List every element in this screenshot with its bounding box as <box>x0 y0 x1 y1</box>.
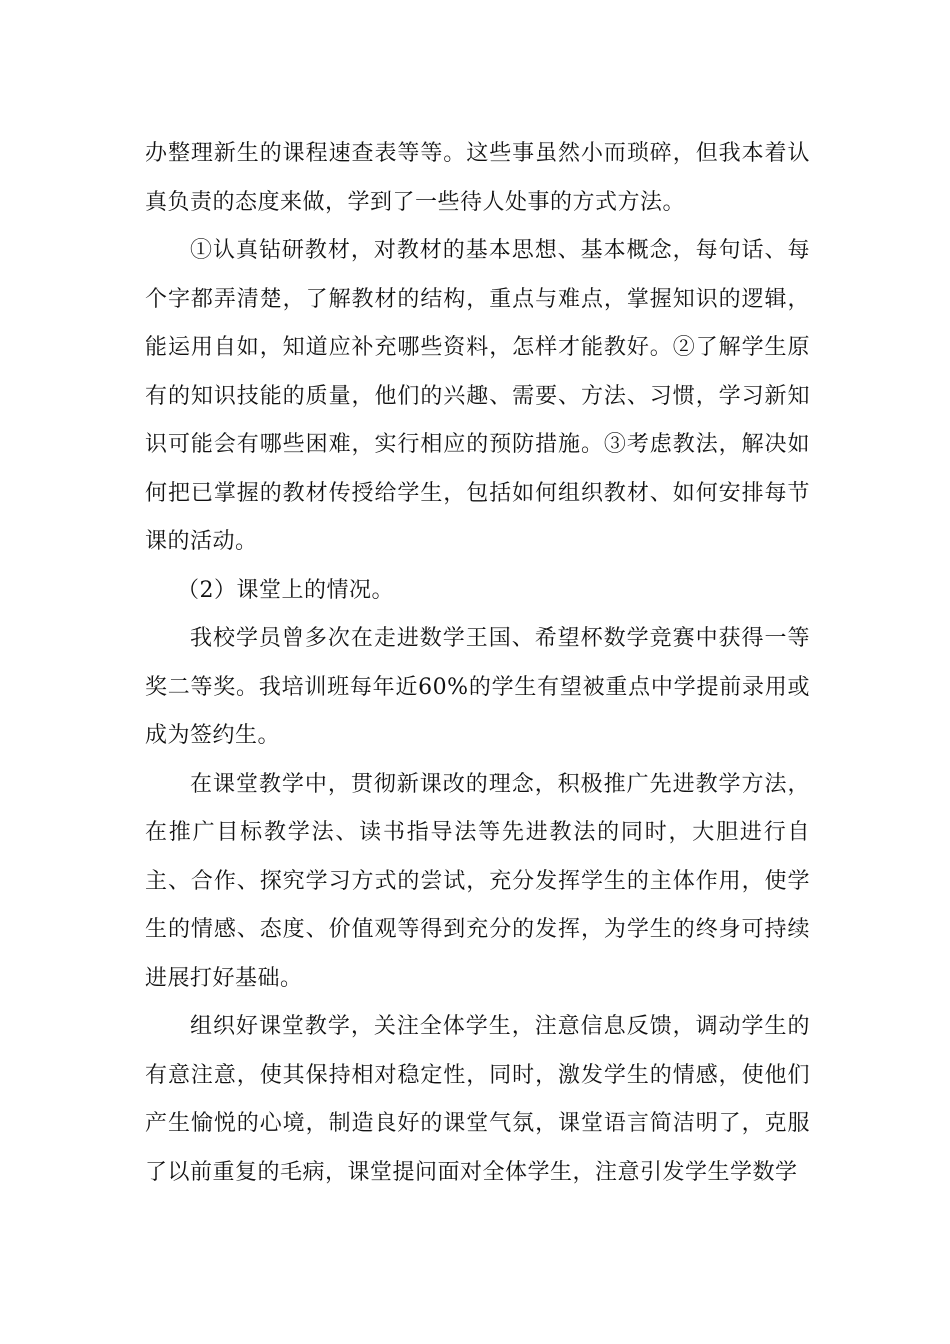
paragraph-class-organization: 组织好课堂教学，关注全体学生，注意信息反馈，调动学生的有意注意，使其保持相对稳定性，同时，激发学生的情感，使他们产生愉悦的心境，制造良好的课堂气氛，课堂语言简洁明了，克服了以前重复的毛病，课堂提问面对全体学生，注意引发学生学数学 <box>145 1014 810 1185</box>
paragraph-classroom-teaching: 在课堂教学中，贯彻新课改的理念，积极推广先进教学方法，在推广目标教学法、读书指导法等先进教法的同时，大胆进行自主、合作、探究学习方式的尝试，充分发挥学生的主体作用，使学生的情感、态度、价值观等得到充分的发挥，为学生的终身可持续进展打好基础。 <box>145 771 810 991</box>
paragraph-teaching-preparation: ①认真钻研教材，对教材的基本思想、基本概念，每句话、每个字都弄清楚，了解教材的结构，重点与难点，掌握知识的逻辑，能运用自如，知道应补充哪些资料，怎样才能教好。②了解学生原有的知识技能的质量，他们的兴趣、需要、方法、习惯，学习新知识可能会有哪些困难，实行相应的预防措施。③考虑教法，解决如何把已掌握的教材传授给学生，包括如何组织教材、如何安排每节课的活动。 <box>145 238 810 554</box>
paragraph-achievements: 我校学员曾多次在走进数学王国、希望杯数学竞赛中获得一等奖二等奖。我培训班每年近60%的学生有望被重点中学提前录用或成为签约生。 <box>145 626 810 748</box>
document-body <box>145 130 810 1197</box>
paragraph-continued: 办整理新生的课程速查表等等。这些事虽然小而琐碎，但我本着认真负责的态度来做，学到了一些待人处事的方式方法。 <box>145 141 810 215</box>
section-heading-classroom: （2）课堂上的情况。 <box>177 577 394 603</box>
